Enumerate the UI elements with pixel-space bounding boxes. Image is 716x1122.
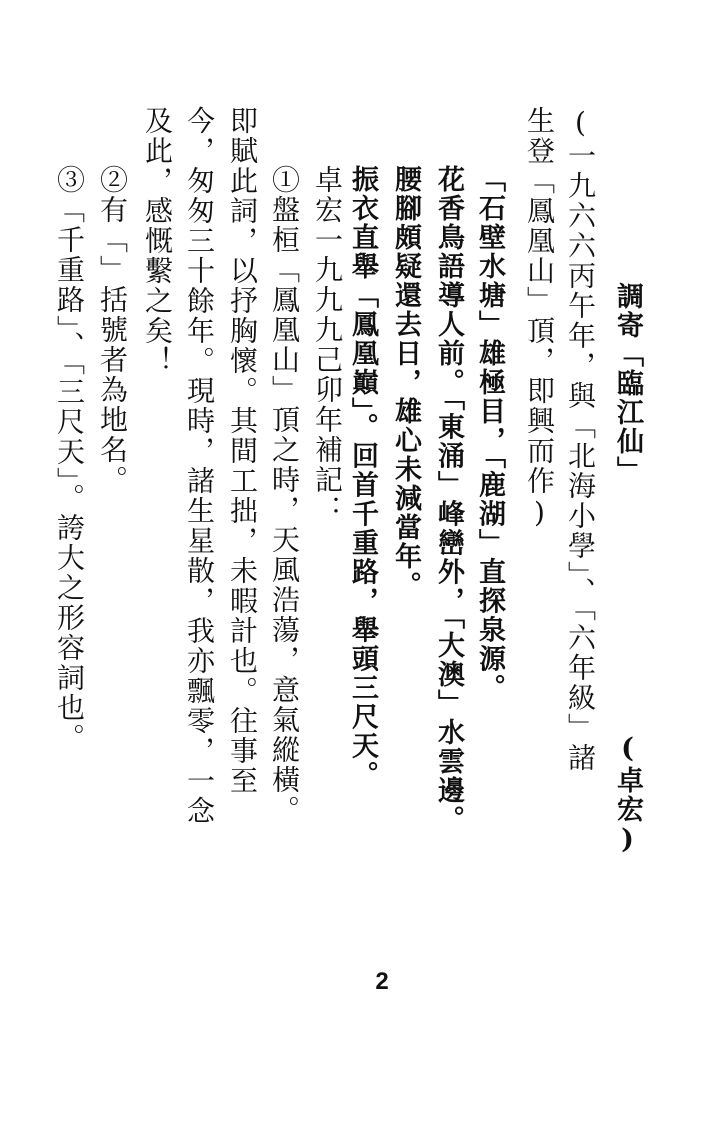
postscript-heading: 卓宏一九九九己卯年補記： [311,165,344,525]
postscript-line-3: 今，匆匆三十餘年。現時，諸生星散，我亦飄零，一念 [183,106,216,826]
note-place-names: ②有「」括號者為地名。 [96,165,129,495]
preface-line-1: (一九六六丙午年，與「北海小學」、「六年級」諸 [564,106,597,773]
preface-line-2: 生登「鳳凰山」頂，即興而作) [523,106,556,531]
poem-title: 調寄「臨江仙」 [612,282,643,485]
poem-author: (卓宏) [612,733,643,857]
postscript-line-4: 及此，感慨繫之矣！ [141,106,174,376]
postscript-line-2: 即賦此詞，以抒胸懷。其間工拙，未暇計也。往事至 [226,106,259,796]
note-hyperbole: ③「千重路」、「三尺天」。誇大之形容詞也。 [53,165,86,753]
postscript-line-1: ①盤桓「鳳凰山」頂之時，天風浩蕩，意氣縱橫。 [268,165,301,825]
poem-line-4: 振衣直舉「鳳凰巔」。回首千重路，舉頭三尺天。 [347,165,378,790]
page-number: 2 [375,968,389,995]
poem-line-3: 腰腳頗疑還去日，雄心未減當年。 [390,165,421,600]
poem-line-2: 花香鳥語導人前。「東涌」峰巒外，「大澳」水雲邊。 [433,165,464,834]
poem-line-1: 「石壁水塘」雄極目，「鹿湖」直探泉源。 [474,165,505,703]
